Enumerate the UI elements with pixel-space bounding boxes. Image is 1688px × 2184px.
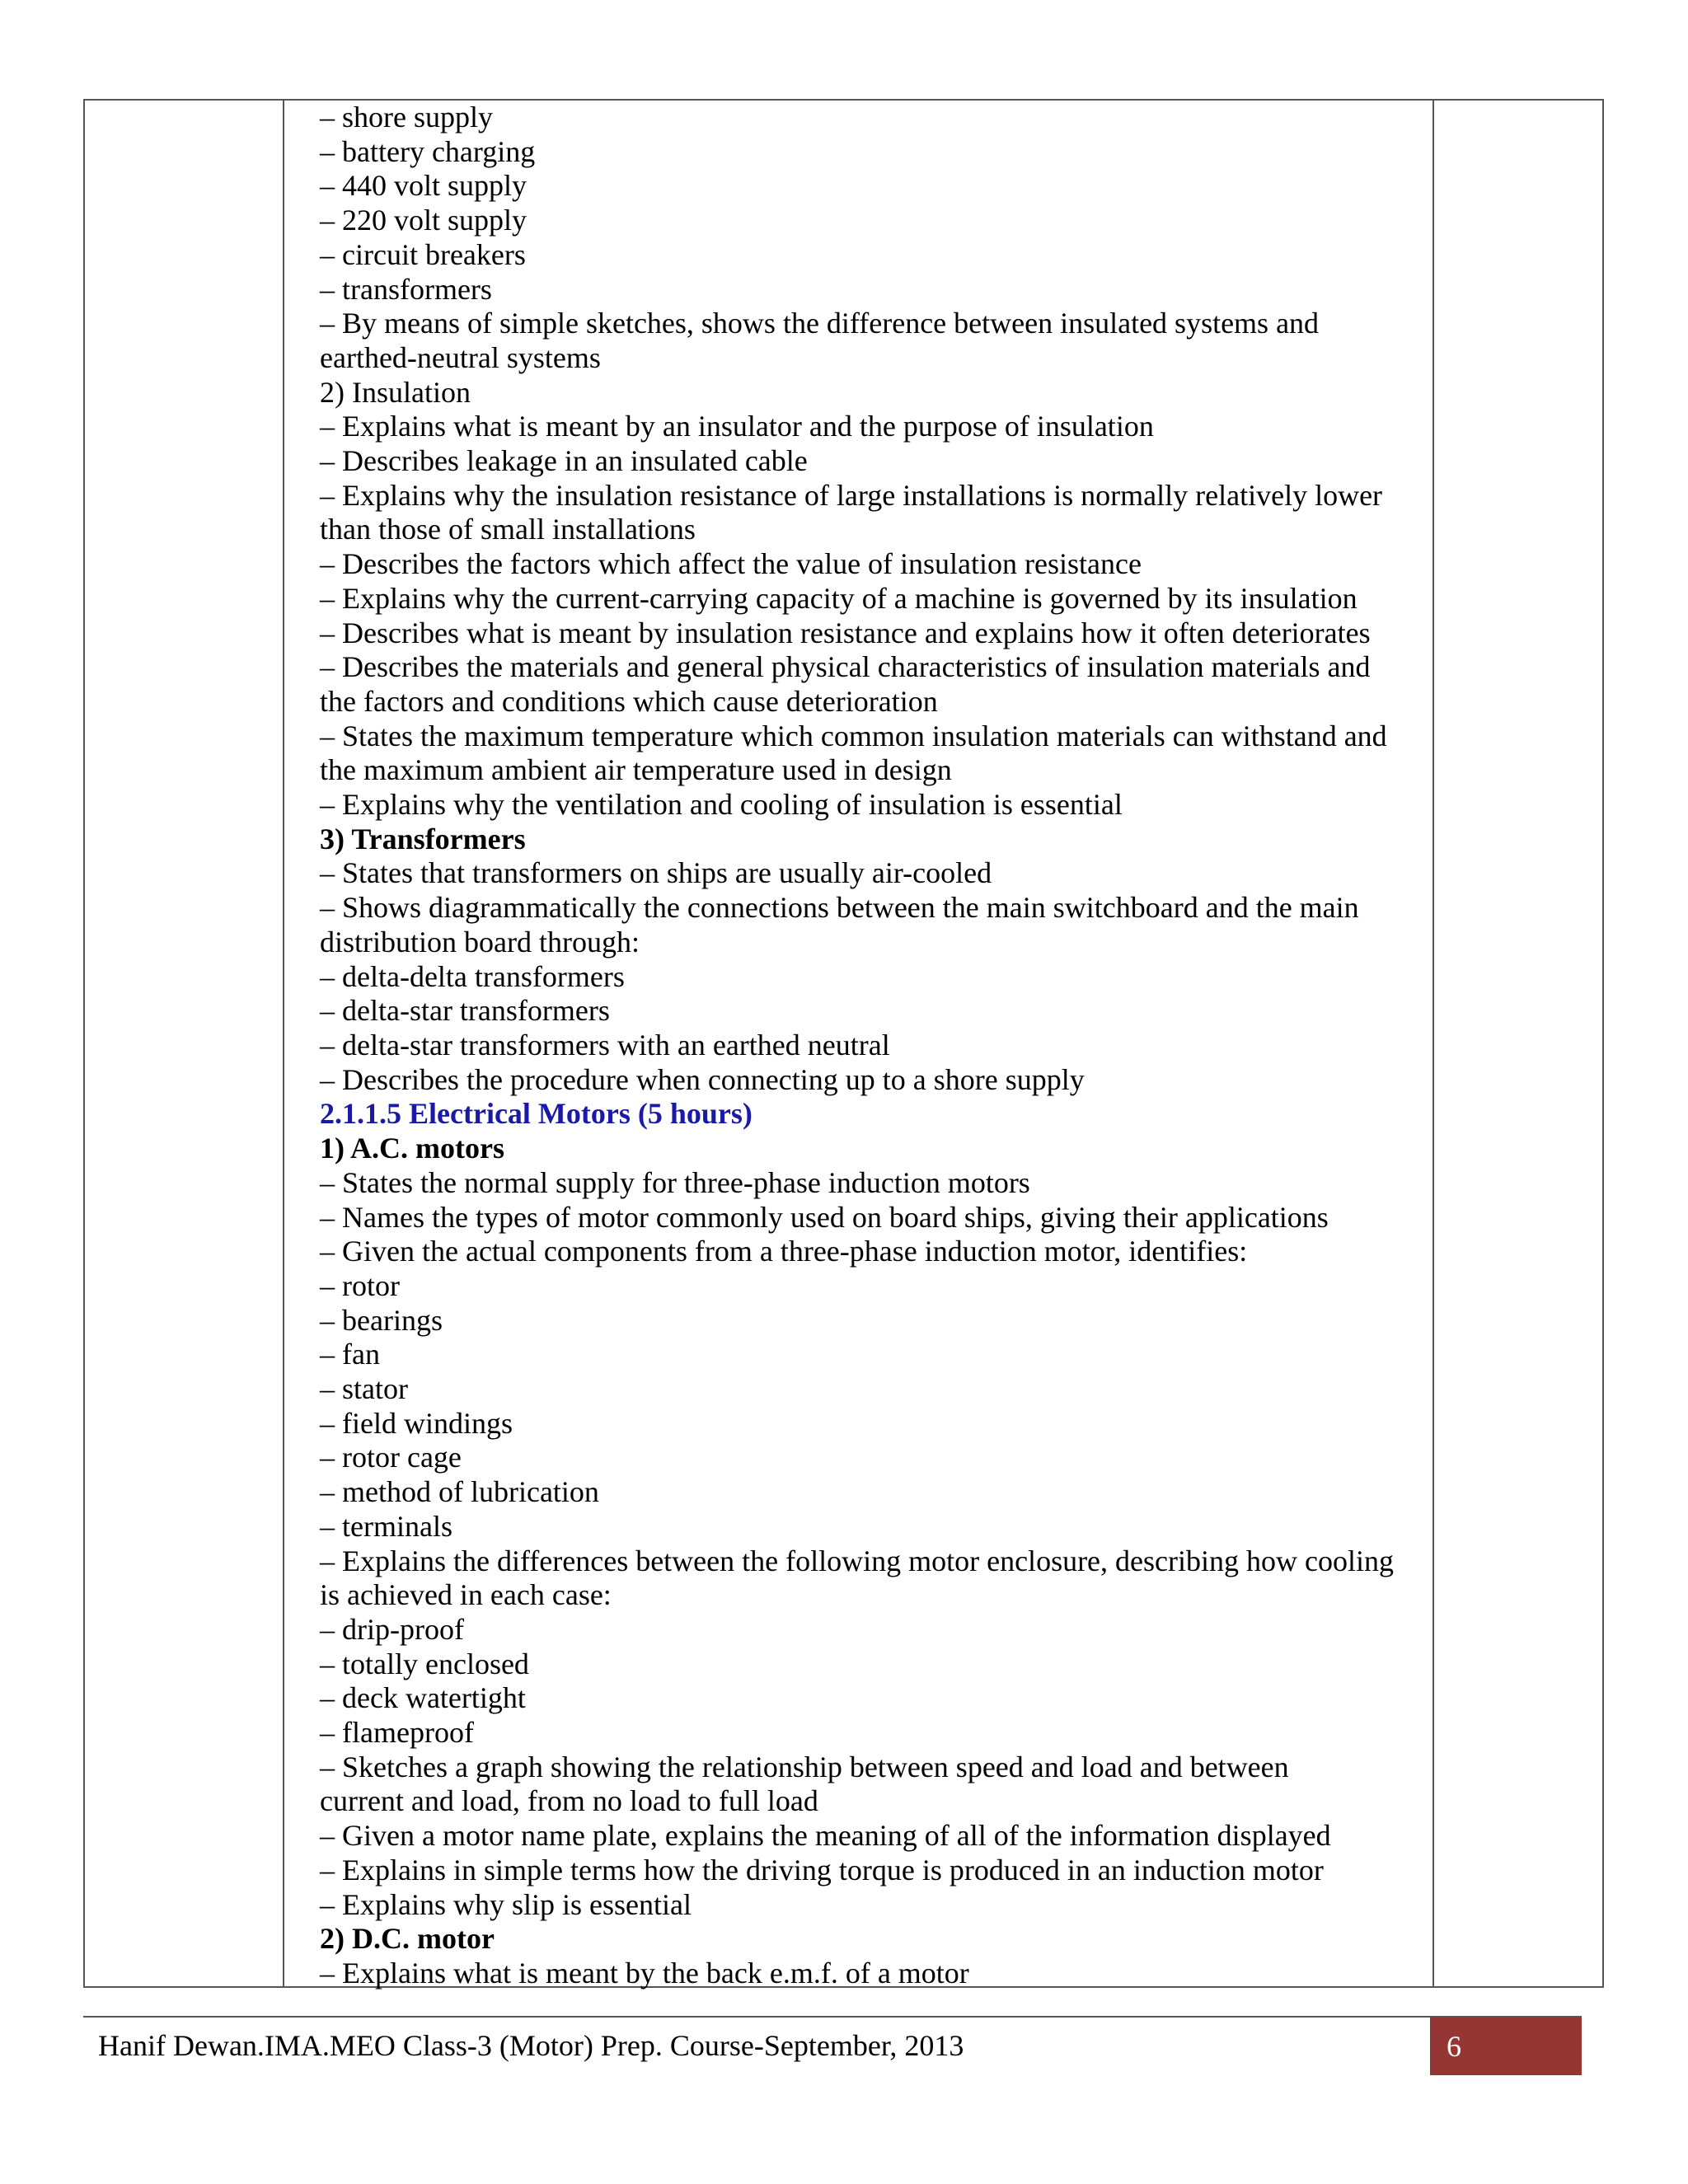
content-line: – flameproof — [320, 1716, 474, 1750]
content-line: – Explains in simple terms how the driving torque is produced in an induction motor — [320, 1853, 1324, 1886]
content-line: – stator — [320, 1372, 408, 1406]
content-line: – States the maximum temperature which common insulation materials can withstand and — [320, 719, 1387, 752]
subsection-heading: 2) D.C. motor — [320, 1922, 495, 1956]
content-line: – deck watertight — [320, 1681, 526, 1715]
section-heading: 2.1.1.5 Electrical Motors (5 hours) — [320, 1097, 753, 1131]
content-line: than those of small installations — [320, 513, 696, 546]
syllabus-table — [83, 99, 1604, 1988]
content-line: – Describes the factors which affect the value of insulation resistance — [320, 547, 1142, 581]
content-line: – shore supply — [320, 101, 493, 134]
subsection-heading: 1) A.C. motors — [320, 1132, 504, 1165]
content-line: – Given a motor name plate, explains the meaning of all of the information displayed — [320, 1819, 1331, 1853]
content-line: distribution board through: — [320, 925, 640, 958]
content-line: – Explains why the ventilation and cooling of insulation is essential — [320, 788, 1123, 822]
content-line: – bearings — [320, 1303, 443, 1337]
content-line: – 440 volt supply — [320, 169, 528, 203]
content-line: – Describes the procedure when connecting up to a shore supply — [320, 1062, 1085, 1096]
content-line: – By means of simple sketches, shows the difference between insulated systems and — [320, 307, 1320, 340]
content-line: – Describes the materials and general physical characteristics of insulation materials and — [320, 650, 1371, 684]
content-line: is achieved in each case: — [320, 1578, 612, 1612]
content-line: – circuit breakers — [320, 237, 526, 271]
content-line: – Describes what is meant by insulation resistance and explains how it often deteriorates — [320, 616, 1371, 649]
content-line: – terminals — [320, 1509, 452, 1543]
content-line: the maximum ambient air temperature used in design — [320, 753, 952, 787]
subsection-heading: 3) Transformers — [320, 822, 526, 855]
content-line: – delta-star transformers — [320, 994, 610, 1028]
content-line: – Names the types of motor commonly used on board ships, giving their applications — [320, 1200, 1329, 1234]
footer-text: Hanif Dewan.IMA.MEO Class-3 (Motor) Prep. Course-September, 2013 — [98, 2029, 964, 2062]
table-column-right — [1434, 101, 1602, 1986]
page-number: 6 — [1447, 2030, 1461, 2063]
content-line: earthed-neutral systems — [320, 340, 601, 374]
content-line: – rotor — [320, 1268, 400, 1302]
page-number-badge — [1430, 2018, 1582, 2075]
content-line: – Explains what is meant by the back e.m.f. of a motor — [320, 1956, 969, 1990]
content-line: – Describes leakage in an insulated cable — [320, 444, 808, 478]
content-line: – States that transformers on ships are usually air-cooled — [320, 856, 992, 890]
content-line: current and load, from no load to full load — [320, 1784, 818, 1818]
content-line: – Shows diagrammatically the connections between the main switchboard and the main — [320, 891, 1359, 925]
content-line: – Explains why the current-carrying capacity of a machine is governed by its insulation — [320, 581, 1357, 615]
table-column-content — [284, 101, 1434, 1990]
content-line: – totally enclosed — [320, 1647, 529, 1680]
content-line: – Sketches a graph showing the relationship between speed and load and between — [320, 1750, 1289, 1783]
content-line: – field windings — [320, 1406, 513, 1440]
content-line: – rotor cage — [320, 1441, 462, 1474]
content-line: – transformers — [320, 272, 492, 306]
content-line: – method of lubrication — [320, 1475, 599, 1509]
content-line: – Given the actual components from a three-phase induction motor, identifies: — [320, 1235, 1248, 1268]
content-line: – States the normal supply for three-phase induction motors — [320, 1165, 1030, 1199]
content-line: 2) Insulation — [320, 375, 471, 409]
content-line: – drip-proof — [320, 1612, 464, 1646]
content-line: – Explains why the insulation resistance of large installations is normally relatively lower — [320, 478, 1383, 512]
content-line: – delta-delta transformers — [320, 959, 625, 993]
table-column-left — [85, 101, 284, 1986]
content-line: – Explains what is meant by an insulator and the purpose of insulation — [320, 410, 1154, 443]
content-line: – Explains the differences between the following motor enclosure, describing how cooling — [320, 1544, 1394, 1577]
content-line: – fan — [320, 1338, 380, 1371]
content-line: – battery charging — [320, 134, 536, 168]
content-line: – Explains why slip is essential — [320, 1887, 692, 1921]
content-line: the factors and conditions which cause deterioration — [320, 684, 938, 718]
content-line: – delta-star transformers with an earthed neutral — [320, 1028, 890, 1062]
footer-divider — [83, 2016, 1582, 2018]
content-line: – 220 volt supply — [320, 204, 528, 237]
